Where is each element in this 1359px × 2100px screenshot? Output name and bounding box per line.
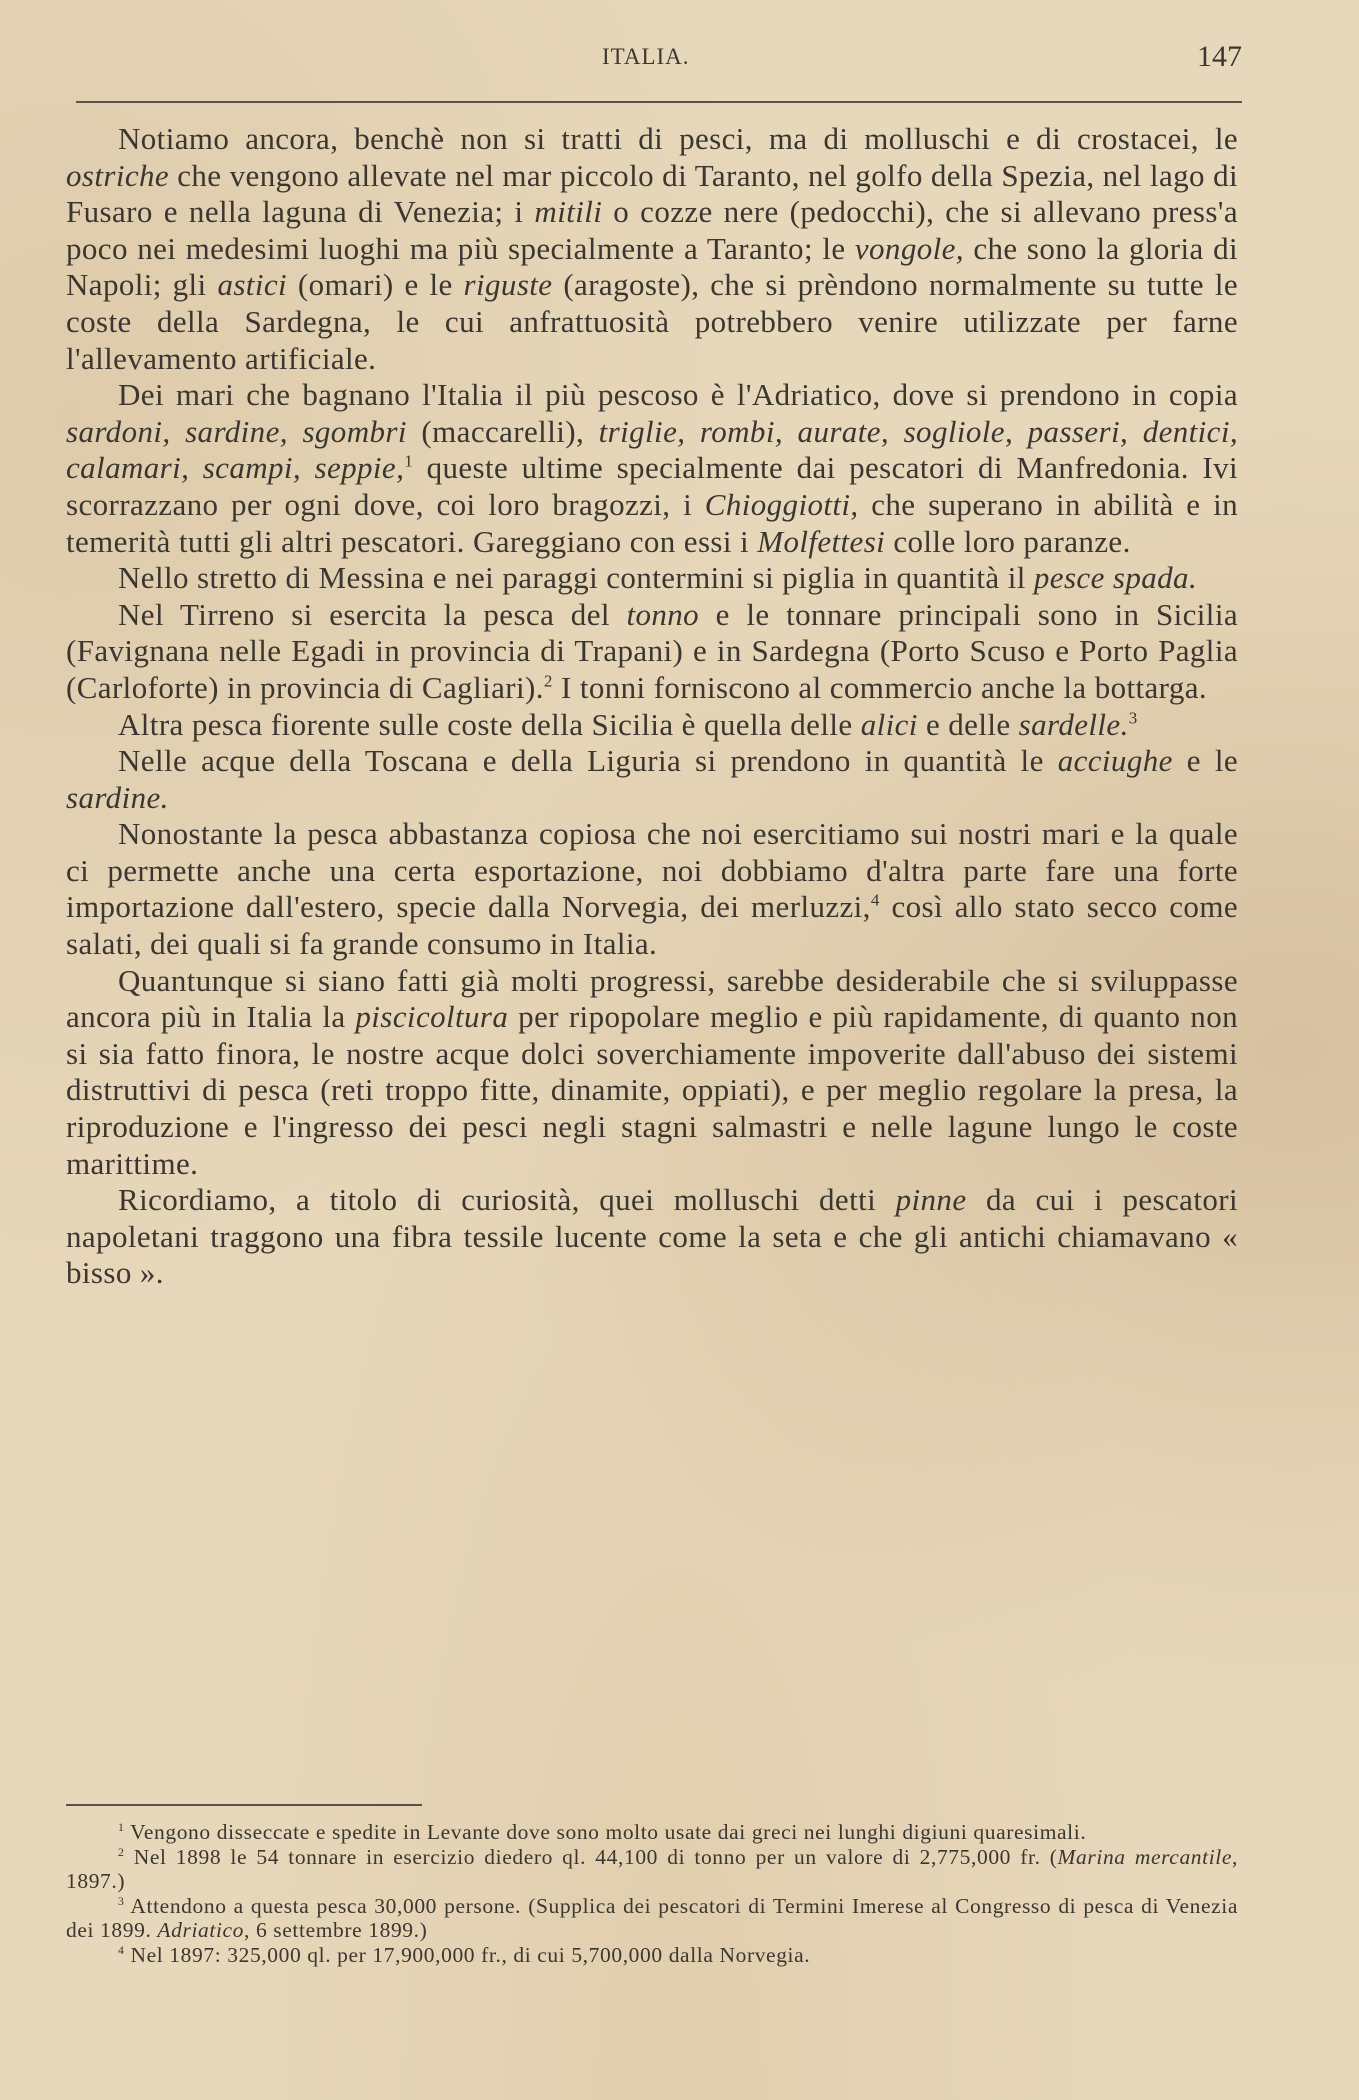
text-run: che vengono allevate nel mar piccolo di Taranto, nel golfo della Spezia, nel lago di Fusaro e nella laguna di Venezia; i <box>66 157 1238 230</box>
footnote-marker: 3 <box>118 1893 125 1908</box>
text-run: Nel Tirreno si esercita la pesca del <box>118 596 627 632</box>
italic-term: triglie, rombi, aurate, sogliole, passeri, dentici, calamari, scampi, seppie, <box>66 413 1239 486</box>
text-run: (maccarelli), <box>406 413 599 449</box>
text-run: Ricordiamo, a titolo di curiosità, quei molluschi detti <box>118 1182 896 1218</box>
italic-term: tonno <box>626 596 700 632</box>
italic-term: vongole, <box>854 230 964 266</box>
text-run: Nel 1898 le 54 tonnare in esercizio diedero ql. 44,100 di tonno per un valore di 2,775,000 fr. ( <box>124 1844 1058 1869</box>
footnote-marker: 2 <box>543 671 553 691</box>
page-number: 147 <box>1197 40 1242 73</box>
paragraph <box>66 743 1238 816</box>
text-run: o cozze nere (pedocchi), che si allevano press'a poco nei medesimi luoghi ma più specialmente a Taranto; le <box>66 194 1238 266</box>
text-run: Vengono disseccate e spedite in Levante dove sono molto usate dai greci nei lunghi digiuni quaresimali. <box>124 1820 1087 1844</box>
running-head <box>62 40 1242 84</box>
paragraph <box>66 1182 1238 1292</box>
italic-term: pesce spada. <box>1033 560 1198 596</box>
text-run: (omari) e le <box>287 267 464 303</box>
footnote-marker: 4 <box>118 1942 125 1957</box>
paragraph <box>66 560 1238 597</box>
text-run: Nel 1897: 325,000 ql. per 17,900,000 fr., di cui 5,700,000 dalla Norvegia. <box>124 1942 811 1967</box>
italic-term: alici <box>860 706 918 742</box>
italic-term: sardoni, sardine, sgombri <box>66 413 407 449</box>
paragraph <box>66 597 1238 707</box>
footnote-marker: 4 <box>870 891 880 911</box>
footnote-marker: 3 <box>1128 708 1138 728</box>
italic-term: sardelle. <box>1018 706 1129 742</box>
text-run: e delle <box>917 706 1019 742</box>
text-run: Dei mari che bagnano l'Italia il più pescoso è l'Adriatico, dove si prendono in copia <box>118 377 1238 413</box>
italic-term: astici <box>217 267 287 303</box>
footnote-marker: 1 <box>118 1819 125 1834</box>
text-run: Quantunque si siano fatti già molti progressi, sarebbe desiderabile che si sviluppasse ancora più in Italia la <box>66 962 1238 1035</box>
italic-term: Adriatico <box>157 1918 245 1942</box>
text-run: queste ultime specialmente dai pescatori di Manfredonia. Ivi scorrazzano per ogni dove, coi loro bragozzi, i <box>66 450 1238 522</box>
italic-term: acciughe <box>1057 743 1173 779</box>
italic-term: mitili <box>534 194 603 230</box>
text-run: da cui i pescatori napoletani traggono una fibra tessile lucente come la seta e che gli antichi chiamavano « bisso ». <box>66 1182 1238 1291</box>
text-run: Nelle acque della Toscana e della Liguria si prendono in quantità le <box>118 743 1058 779</box>
footnote <box>66 1894 1238 1943</box>
footnote-marker: 2 <box>118 1844 125 1859</box>
footnote <box>66 1943 1238 1968</box>
italic-term: ostriche <box>66 157 170 193</box>
text-run: Altra pesca fiorente sulle coste della Sicilia è quella delle <box>118 706 861 742</box>
italic-term: sardine. <box>66 779 169 815</box>
paragraph <box>66 121 1238 377</box>
text-run: , 6 settembre 1899.) <box>244 1918 428 1942</box>
body-text <box>66 121 1238 1292</box>
text-run: Notiamo ancora, benchè non si tratti di pesci, ma di molluschi e di crostacei, le <box>118 121 1238 156</box>
running-title: ITALIA. <box>602 44 690 69</box>
text-run: Nonostante la pesca abbastanza copiosa che noi esercitiamo sui nostri mari e la quale ci permette anche una certa esportazione, noi dobbiamo d'altra parte fare una forte importazione dall'estero, specie dalla Norvegia, dei merluzzi, <box>66 816 1238 925</box>
text-run: e le <box>1172 743 1238 779</box>
text-run: (aragoste), che si prèndono normalmente su tutte le coste della Sardegna, le cui anfrattuosità potrebbero venire utilizzate per farne l'allevamento artificiale. <box>66 267 1239 376</box>
paragraph <box>66 816 1238 962</box>
text-run: per ripopolare meglio e più rapidamente, di quanto non si sia fatto finora, le nostre acque dolci soverchiamente impoverite dall'abuso dei sistemi distruttivi di pesca (reti troppo fitte, dinamite, oppiati), e per meglio regolare la presa, la riproduzione e l'ingresso dei pesci negli stagni salmastri e nelle lagune lungo le coste marittime. <box>66 999 1238 1181</box>
header-rule <box>76 101 1242 103</box>
italic-term: Chioggiotti, <box>704 486 859 522</box>
text-run: I tonni forniscono al commercio anche la bottarga. <box>552 669 1208 705</box>
footnote-rule <box>66 1804 422 1806</box>
text-run: colle loro paranze. <box>885 523 1131 559</box>
footnote <box>66 1845 1238 1894</box>
italic-term: piscicoltura <box>355 999 509 1035</box>
text-run: così allo stato secco come salati, dei quali si fa grande consumo in Italia. <box>66 889 1238 962</box>
italic-term: Molfettesi <box>757 523 886 559</box>
italic-term: Marina mercantile <box>1057 1844 1233 1869</box>
text-run: e le tonnare principali sono in Sicilia (Favignana nelle Egadi in provincia di Trapani) e in Sardegna (Porto Scuso e Porto Paglia (Carloforte) in provincia di Cagliari). <box>66 596 1238 705</box>
text-run: Nello stretto di Messina e nei paraggi contermini si piglia in quantità il <box>118 560 1034 596</box>
text-run: che superano in abilità e in temerità tutti gli altri pescatori. Gareggiano con essi i <box>66 486 1239 559</box>
text-run: che sono la gloria di Napoli; gli <box>66 230 1238 303</box>
footnote <box>66 1820 1238 1845</box>
italic-term: riguste <box>463 267 553 303</box>
text-run: , 1897.) <box>66 1844 1238 1893</box>
italic-term: pinne <box>895 1182 967 1218</box>
text-run: Attendono a questa pesca 30,000 persone. (Supplica dei pescatori di Termini Imerese al Congresso di pesca di Venezia dei 1899. <box>66 1893 1238 1942</box>
paragraph <box>66 377 1238 560</box>
footnotes <box>66 1820 1238 1967</box>
paragraph <box>66 707 1238 744</box>
paragraph <box>66 963 1238 1183</box>
footnote-marker: 1 <box>404 452 414 472</box>
